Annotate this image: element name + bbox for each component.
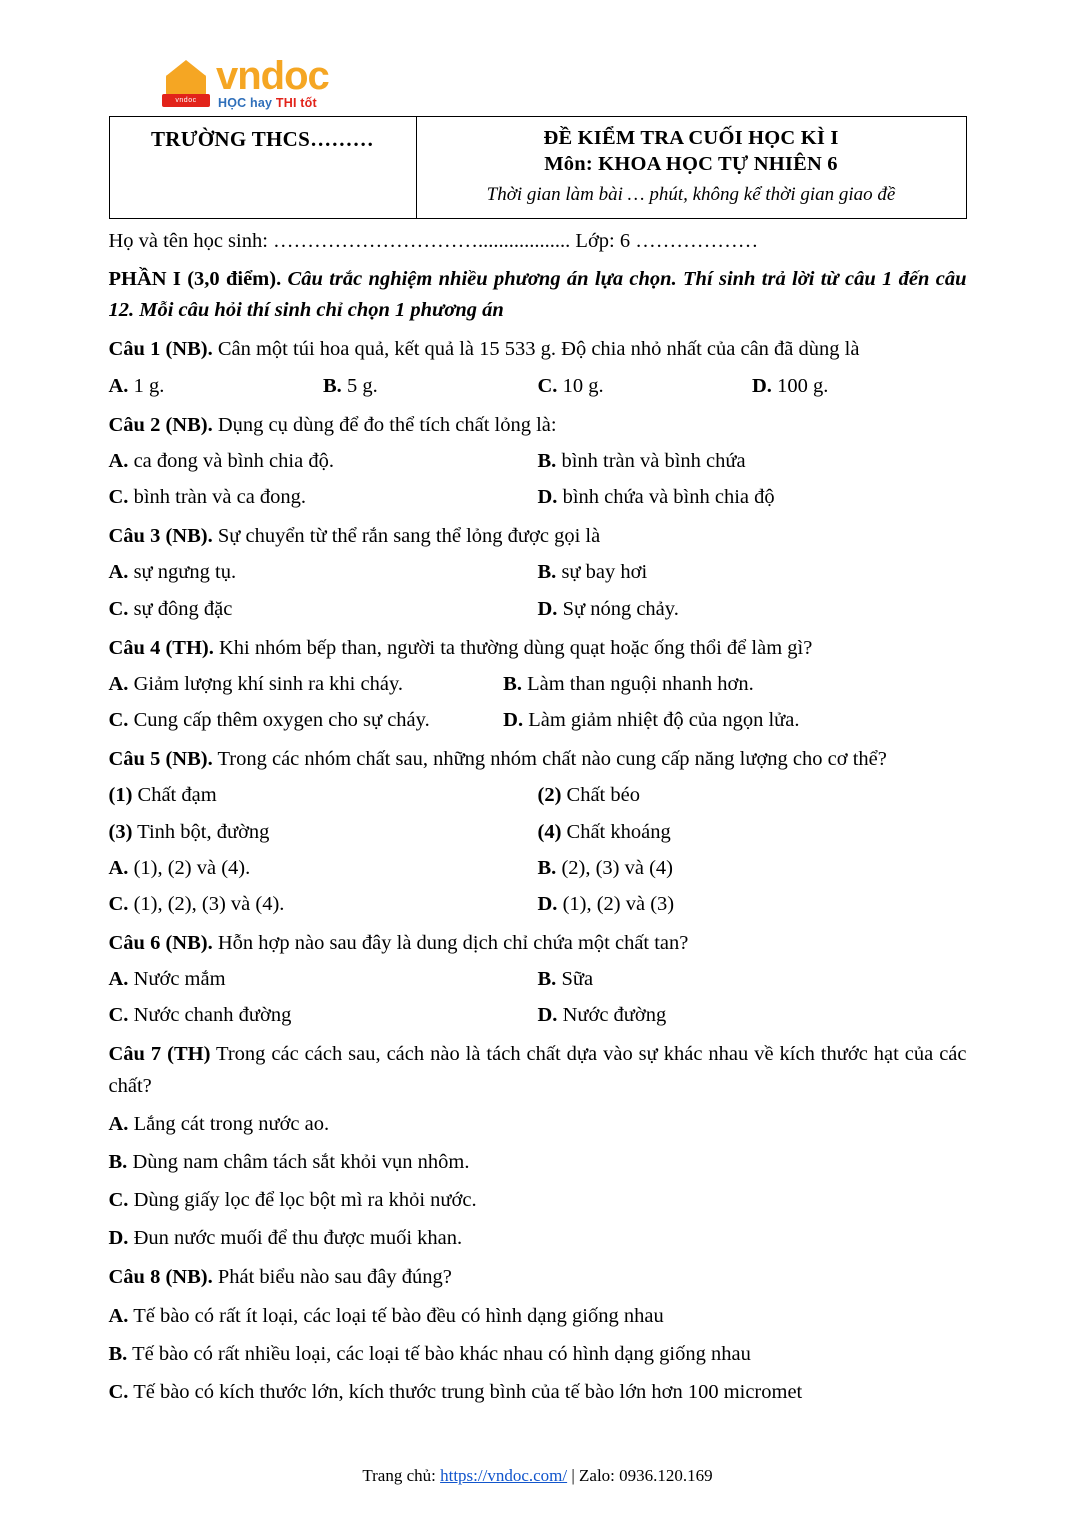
exam-title: ĐỀ KIỂM TRA CUỐI HỌC KÌ I — [543, 127, 839, 149]
table-row — [109, 117, 966, 219]
question-4-options-row1 — [109, 669, 967, 700]
option-b: B. sự bay hơi — [537, 561, 648, 584]
footer-prefix: Trang chủ: — [362, 1466, 441, 1485]
logo-base-label: vndoc — [175, 97, 197, 104]
logo-body-shape — [166, 75, 206, 95]
logo-roof-shape — [166, 60, 206, 76]
question-6-text: Hỗn hợp nào sau đây là dung dịch chỉ chứa một chất tan? — [217, 931, 689, 954]
page-footer — [0, 1466, 1075, 1486]
vndoc-logo — [80, 40, 995, 110]
question-4 — [109, 633, 967, 664]
logo-tagline — [218, 96, 329, 110]
option-c — [538, 371, 753, 402]
question-6 — [109, 928, 967, 959]
exam-body — [109, 226, 967, 1408]
question-7-text: Trong các cách sau, cách nào là tách chất dựa vào sự khác nhau về kích thước hạt của các chất? — [108, 1043, 967, 1097]
option-b-text: 5 g. — [346, 374, 378, 397]
question-7-label: Câu 7 (TH) — [108, 1043, 211, 1066]
option-d-text: 100 g. — [777, 374, 829, 397]
option-b: B. Sữa — [537, 968, 594, 991]
logo-tagline-left: HỌC hay — [218, 96, 273, 110]
question-4-text: Khi nhóm bếp than, người ta thường dùng quạt hoặc ống thổi để làm gì? — [218, 636, 813, 659]
question-3-options-row2 — [109, 594, 967, 625]
option-a: A. Giảm lượng khí sinh ra khi cháy. — [108, 672, 403, 695]
option-a: A. (1), (2) và (4). — [108, 856, 251, 879]
option-c: C. Nước chanh đường — [108, 1004, 292, 1027]
question-8-option-b: B. Tế bào có rất nhiều loại, các loại tế bào khác nhau có hình dạng giống nhau — [108, 1342, 751, 1365]
part1-heading — [109, 264, 967, 326]
question-7-option-d: D. Đun nước muối để thu được muối khan. — [108, 1227, 463, 1250]
option-d-letter: D. — [752, 374, 778, 397]
vndoc-logo-icon — [160, 58, 212, 110]
option-b-letter: B. — [323, 374, 347, 397]
option-a: A. Nước mắm — [108, 968, 226, 991]
student-info-line: Họ và tên học sinh: ………………………….................. Lớp: 6 ……………… — [108, 230, 759, 252]
question-8-option-a: A. Tế bào có rất ít loại, các loại tế bào đều có hình dạng giống nhau — [108, 1304, 664, 1327]
question-7 — [109, 1039, 967, 1101]
option-b: B. Làm than nguội nhanh hơn. — [503, 672, 754, 695]
question-2-options-row1 — [109, 446, 967, 477]
question-8 — [109, 1262, 967, 1293]
question-5-items-row2 — [109, 817, 967, 848]
option-b — [323, 371, 538, 402]
question-1-text: Cân một túi hoa quả, kết quả là 15 533 g. Độ chia nhỏ nhất của cân đã dùng là — [217, 338, 860, 361]
question-2-label: Câu 2 (NB). — [108, 413, 213, 436]
option-d: D. bình chứa và bình chia độ — [537, 486, 775, 509]
question-6-options-row2 — [109, 1000, 967, 1031]
question-4-options-row2 — [109, 705, 967, 736]
item-3: (3) Tinh bột, đường — [108, 820, 270, 843]
question-3-label: Câu 3 (NB). — [108, 525, 213, 548]
question-2-text: Dụng cụ dùng để đo thể tích chất lỏng là: — [217, 413, 557, 436]
option-a-text: 1 g. — [133, 374, 165, 397]
question-8-label: Câu 8 (NB). — [108, 1266, 213, 1289]
question-8-text: Phát biểu nào sau đây đúng? — [217, 1266, 452, 1289]
exam-title-cell — [416, 117, 966, 219]
question-3 — [109, 521, 967, 552]
question-2-options-row2 — [109, 482, 967, 513]
question-5-text: Trong các nhóm chất sau, những nhóm chất nào cung cấp năng lượng cho cơ thể? — [217, 748, 887, 771]
school-name-cell — [109, 117, 416, 219]
exam-header-table — [109, 116, 967, 219]
option-a: A. ca đong và bình chia độ. — [108, 449, 334, 472]
question-6-label: Câu 6 (NB). — [108, 931, 213, 954]
option-c: C. sự đông đặc — [108, 597, 233, 620]
option-d: D. Sự nóng chảy. — [537, 597, 679, 620]
question-3-options-row1 — [109, 557, 967, 588]
option-a-letter: A. — [108, 374, 134, 397]
option-c: C. (1), (2), (3) và (4). — [108, 892, 285, 915]
part1-label: PHẦN I (3,0 điểm). — [108, 268, 282, 291]
item-1: (1) Chất đạm — [108, 784, 217, 807]
logo-tagline-right: THI tốt — [275, 96, 317, 110]
option-c: C. bình tràn và ca đong. — [108, 486, 307, 509]
question-4-label: Câu 4 (TH). — [108, 636, 214, 659]
question-5 — [109, 744, 967, 775]
option-b: B. (2), (3) và (4) — [537, 856, 673, 879]
exam-subject: Môn: KHOA HỌC TỰ NHIÊN 6 — [544, 153, 838, 175]
question-2 — [109, 410, 967, 441]
part1-instruction: Câu trắc nghiệm nhiều phương án lựa chọn. Thí sinh trả lời từ câu 1 đến câu 12. Mỗi câu hỏi thí sinh chỉ chọn 1 phương án — [108, 268, 967, 322]
question-1-options — [109, 371, 967, 402]
question-8-option-c: C. Tế bào có kích thước lớn, kích thước trung bình của tế bào lớn hơn 100 micromet — [108, 1380, 803, 1403]
option-b: B. bình tràn và bình chứa — [537, 449, 746, 472]
question-7-option-b: B. Dùng nam châm tách sắt khỏi vụn nhôm. — [108, 1150, 470, 1173]
option-d: D. Nước đường — [537, 1004, 667, 1027]
question-5-label: Câu 5 (NB). — [108, 748, 213, 771]
question-1-label: Câu 1 (NB). — [108, 338, 213, 361]
option-c-text: 10 g. — [562, 374, 604, 397]
question-7-option-c: C. Dùng giấy lọc để lọc bột mì ra khỏi nước. — [108, 1189, 477, 1212]
exam-time-note: Thời gian làm bài … phút, không kể thời gian giao đề — [486, 184, 896, 205]
question-7-option-a: A. Lắng cát trong nước ao. — [108, 1112, 330, 1135]
option-a: A. sự ngưng tụ. — [108, 561, 237, 584]
option-d: D. Làm giảm nhiệt độ của ngọn lửa. — [503, 709, 800, 732]
option-c: C. Cung cấp thêm oxygen cho sự cháy. — [108, 709, 430, 732]
school-name: TRƯỜNG THCS……… — [151, 127, 374, 151]
option-d: D. (1), (2) và (3) — [537, 892, 675, 915]
item-2: (2) Chất béo — [537, 784, 640, 807]
logo-wordmark: vndoc — [216, 54, 329, 98]
question-1 — [109, 334, 967, 365]
option-a — [109, 371, 324, 402]
item-4: (4) Chất khoáng — [537, 820, 671, 843]
question-6-options-row1 — [109, 964, 967, 995]
question-5-options-row1 — [109, 853, 967, 884]
option-d — [752, 371, 967, 402]
question-5-options-row2 — [109, 889, 967, 920]
footer-link[interactable]: https://vndoc.com/ — [440, 1466, 568, 1485]
option-c-letter: C. — [537, 374, 563, 397]
question-3-text: Sự chuyển từ thể rắn sang thể lỏng được gọi là — [217, 525, 601, 548]
question-5-items-row1 — [109, 780, 967, 811]
footer-suffix: | Zalo: 0936.120.169 — [567, 1466, 713, 1485]
